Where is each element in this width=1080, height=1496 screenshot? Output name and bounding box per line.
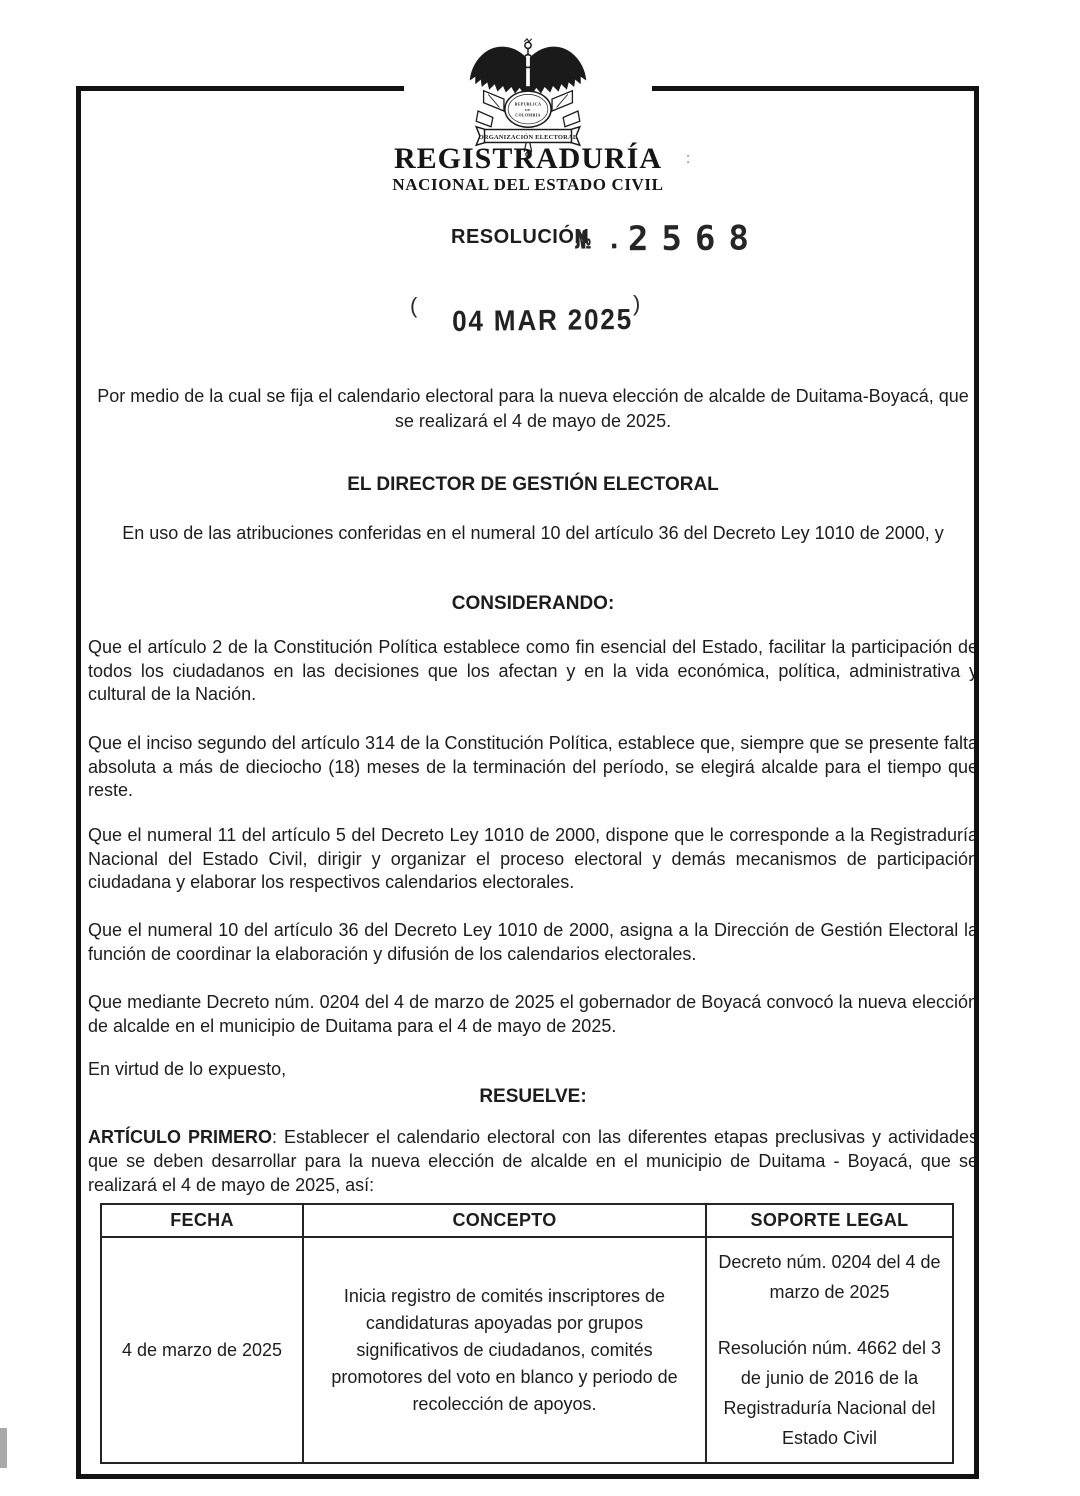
scan-artifact-mark: : (686, 150, 691, 167)
resolve-heading: RESUELVE: (479, 1086, 587, 1107)
table-header-soporte-legal: SOPORTE LEGAL (706, 1204, 953, 1237)
article-first-label: ARTÍCULO PRIMERO (88, 1127, 272, 1147)
table-header-concepto: CONCEPTO (303, 1204, 706, 1237)
cell-soporte-legal (706, 1237, 953, 1463)
attributions-paragraph: En uso de las atribuciones conferidas en el numeral 10 del artículo 36 del Decreto Ley 1010 de 2000, y (122, 523, 944, 543)
org-name-secondary: NACIONAL DEL ESTADO CIVIL (392, 175, 664, 194)
soporte-legal-item-2: Resolución núm. 4662 del 3 de junio de 2016 de la Registraduría Nacional del Estado Civil (717, 1338, 942, 1448)
open-paren: ( (410, 293, 418, 318)
cell-concepto: Inicia registro de comités inscriptores de candidaturas apoyadas por grupos significativos de ciudadanos, comités promotores del voto en blanco y periodo de recolección de apoyos. (303, 1237, 706, 1463)
subject-paragraph: Por medio de la cual se fija el calendario electoral para la nueva elección de alcalde de Duitama-Boyacá, que se realizará el 4 de mayo de 2025. (97, 386, 969, 431)
considering-heading: CONSIDERANDO: (451, 593, 615, 614)
seal-text-colombia: COLOMBIA (515, 112, 541, 118)
org-name-primary: REGISTRADURÍA (393, 142, 663, 175)
banner-text-organizacion-electoral: ORGANIZACIÓN ELECTORAL (478, 134, 578, 142)
table-header-fecha: FECHA (101, 1204, 303, 1237)
seal-text-de: DE (525, 108, 531, 113)
director-title-heading: EL DIRECTOR DE GESTIÓN ELECTORAL (347, 474, 719, 495)
soporte-legal-item-1: Decreto núm. 0204 del 4 de marzo de 2025 (718, 1252, 941, 1302)
close-paren: ) (633, 291, 641, 316)
table-header-row (101, 1204, 953, 1237)
consideration-paragraph-2: Que el inciso segundo del artículo 314 de la Constitución Política, establece que, siempre que se presente falta absoluta a más de dieciocho (18) meses de la terminación del período, se elegirá alcalde para el tiempo que reste. (88, 733, 978, 800)
resolve-preface: En virtud de lo expuesto, (88, 1059, 287, 1079)
consideration-paragraph-5: Que mediante Decreto núm. 0204 del 4 de marzo de 2025 el gobernador de Boyacá convocó la nueva elección de alcalde en el municipio de Duitama para el 4 de mayo de 2025. (88, 992, 978, 1036)
consideration-paragraph-3: Que el numeral 11 del artículo 5 del Decreto Ley 1010 de 2000, dispone que le corresponde a la Registraduría Nacional del Estado Civil, dirigir y organizar el proceso electoral y demás mecanismos de participación ciudadana y elaborar los respectivos calendarios electorales. (88, 825, 978, 892)
electoral-calendar-table (100, 1203, 954, 1464)
scan-edge-streak (0, 1428, 7, 1468)
date-stamp: 04 MAR 2025 (452, 303, 634, 338)
seal-text-republica: REPUBLICA (514, 101, 542, 107)
table-row (101, 1237, 953, 1463)
cell-fecha: 4 de marzo de 2025 (101, 1237, 303, 1463)
article-first-body: : Establecer el calendario electoral con las diferentes etapas preclusivas y actividades que se deben desarrollar para la nueva elección de alcalde en el municipio de Duitama - Boyacá, que se realizará el 4 de mayo de 2025, así: (88, 1127, 978, 1195)
resolution-number: 2568 (627, 218, 762, 260)
consideration-paragraph-4: Que el numeral 10 del artículo 36 del Decreto Ley 1010 de 2000, asigna a la Dirección de Gestión Electoral la función de coordinar la elaboración y difusión de los calendarios electorales. (88, 920, 978, 964)
consideration-paragraph-1: Que el artículo 2 de la Constitución Política establece como fin esencial del Estado, facilitar la participación de todos los ciudadanos en las decisiones que los afectan y en la vida económica, política, administrativa y cultural de la Nación. (88, 637, 978, 704)
organization-name-block (380, 143, 676, 194)
resolution-label: RESOLUCIÓN (451, 226, 590, 248)
numero-sign: № . (574, 225, 623, 256)
